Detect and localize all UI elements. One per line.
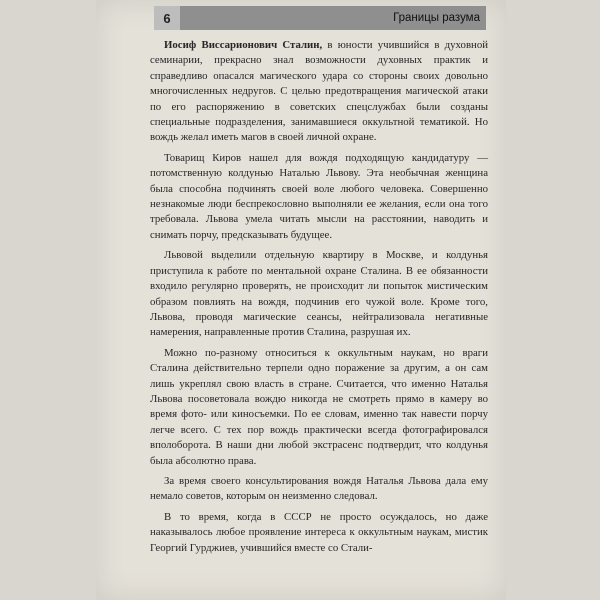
paragraph-text: в юности учившийся в духовной семинарии, прекрасно знал возможности духовных практик и справедливо опасался магического удара со стороны своих довольно многочисленных недругов. С целью предотвращения магической атаки по его распоряжению в советских спецслужбах были созданы специальные подразделения, занимавшиеся оккультной тематикой. Но вождь желал иметь магов в своей личной охране. [150,39,488,144]
paragraph-4: Можно по-разному относиться к оккультным наукам, но враги Сталина действительно терпели одно поражение за другим, а он сам лишь укреплял свою власть в стране. Считается, что именно Наталья Львова посоветовала вождю никогда не смотреть прямо в камеру во время фото- или киносъемки. По ее словам, именно так навести порчу легче всего. С тех пор вождь практически всегда фотографировался вполоборота. В наши дни любой экстрасенс подтвердит, что колдунья была абсолютно права. [150,346,488,467]
running-title: Границы разума [393,12,480,24]
paragraph-lead: Иосиф Виссарионович Сталин, [164,39,323,51]
paragraph-1 [150,38,488,146]
paragraph-5: За время своего консультирования вождя Наталья Львова дала ему немало советов, которым он неизменно следовал. [150,474,488,503]
paragraph-6: В то время, когда в СССР не просто осуждалось, но даже наказывалось любое проявление интереса к оккультным наукам, мистик Георгий Гурджиев, учившийся вместе со Стали- [150,510,488,554]
paragraph-2: Товарищ Киров нашел для вождя подходящую кандидатуру — потомственную колдунью Наталью Львову. Эта необычная женщина была способна подчинять своей воле любого человека. Совершенно незнакомые люди беспрекословно выполняли ее желания, если она того требовала. Львова умела читать мысли на расстоянии, наводить и снимать порчу, предсказывать будущее. [150,151,488,241]
page-body [150,38,488,561]
paragraph-3: Львовой выделили отдельную квартиру в Москве, и колдунья приступила к работе по ментальной охране Сталина. В ее обязанности входило регулярно проверять, не происходит ли попыток мистическим образом повлиять на вождя, подчинив его чужой воле. Кроме того, Львова, проводя магические сеансы, нейтрализовала негативные намерения, направленные против Сталина, разрушая их. [150,249,488,339]
book-page [96,0,506,600]
page-header [154,6,486,30]
page-number: 6 [154,6,180,30]
